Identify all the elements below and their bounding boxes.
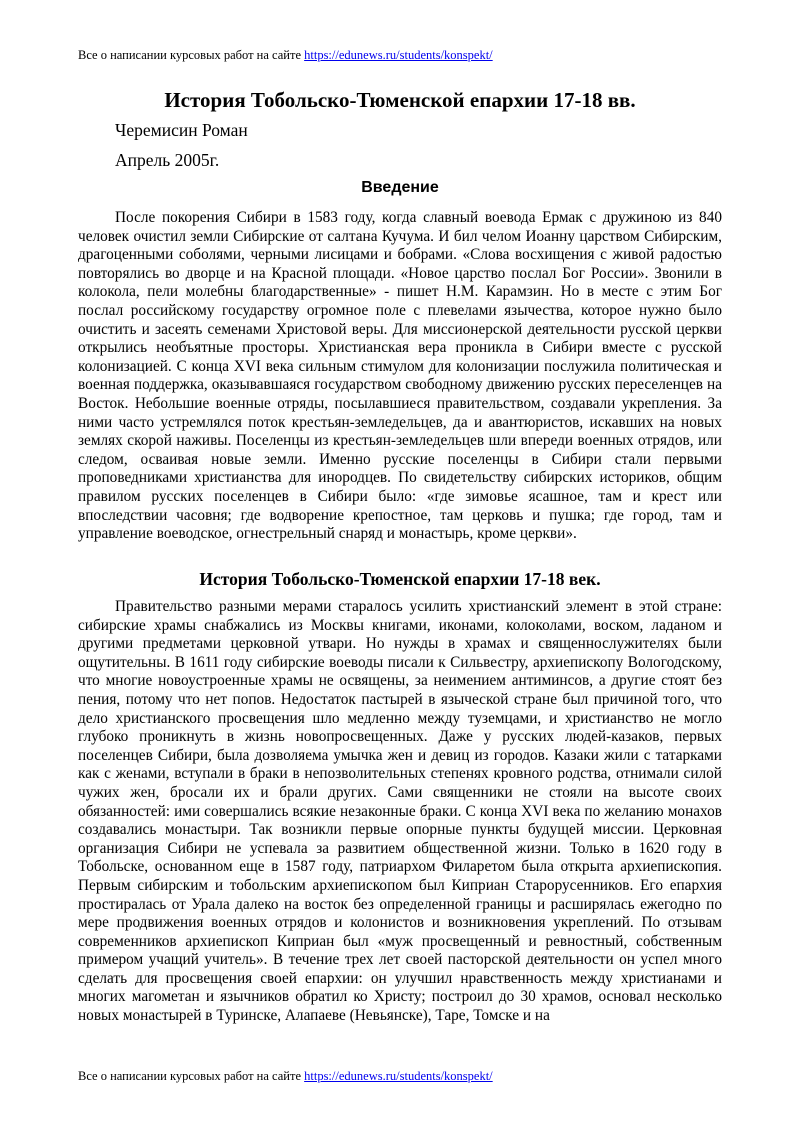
- document-date: Апрель 2005г.: [115, 150, 220, 170]
- footer-text: Все о написании курсовых работ на сайте: [78, 1069, 305, 1083]
- section-heading-introduction: Введение: [361, 179, 439, 196]
- paragraph-introduction: После покорения Сибири в 1583 году, когда славный воевода Ермак с дружиною из 840 человек очистил земли Сибирские от салтана Кучума. И бил челом Иоанну царством Сибирским, драгоценными соболями, черными лисицами и бобрами. «Слова восхищения с живой радостью повторялись во дворце и на Красной площади. «Новое царство послал Бог России». Звонили в колокола, пели молебны благодарственные» - пишет Н.М. Карамзин. Но в месте с этим Бог послал российскому государству огромное поле с плевелами язычества, которое нужно было очистить и засеять семенами Христовой веры. Для миссионерской деятельности русской церкви открылись необъятные просторы. Христианская вера проникла в Сибири вместе с русской колонизацией. С конца XVI века сильным стимулом для колонизации послужила политическая и военная поддержка, оказывавшаяся государством свободному движению русских переселенцев на Восток. Небольшие военные отряды, посылавшиеся правительством, создавали укрепления. За ними часто устремлялся поток крестьян-земледельцев, да и авантюристов, искавших на новых землях скорой наживы. Поселенцы из крестьян-земледельцев шли впереди военных отрядов, или следом, осваивая новые земли. Именно русские поселенцы в Сибири стали первыми проповедниками христианства для инородцев. По свидетельству сибирских историков, общим правилом русских поселенцев в Сибири было: «где зимовье ясашное, там и крест или впоследствии часовня; где водворение крепостное, там церковь и пушка; где город, там и управление воеводское, огнестрельный снаряд и монастырь, кроме церкви».: [78, 209, 722, 543]
- header-text: Все о написании курсовых работ на сайте: [78, 48, 305, 62]
- page-footer: [78, 1068, 493, 1084]
- header-link[interactable]: https://edunews.ru/students/konspekt/: [304, 48, 493, 62]
- author-name: Черемисин Роман: [115, 120, 248, 140]
- footer-link[interactable]: https://edunews.ru/students/konspekt/: [304, 1069, 493, 1083]
- section-heading-history: История Тобольско-Тюменской епархии 17-18 век.: [199, 569, 601, 589]
- paragraph-history: Правительство разными мерами старалось усилить христианский элемент в этой стране: сибирские храмы снабжались из Москвы книгами, иконами, колоколами, воском, ладаном и другими предметами церковной утвари. Но нужды в храмах и священнослужителях были ощутительны. В 1611 году сибирские воеводы писали к Сильвестру, архиепископу Вологодскому, что многие новоустроенные храмы не освящены, за неимением антиминсов, а другие стоят без пения, потому что нет попов. Недостаток пастырей в языческой стране был причиной того, что дело христианского просвещения шло медленно между туземцами, и христианство не могло глубоко проникнуть в жизнь новопросвещенных. Даже у русских людей-казаков, первых поселенцев Сибири, была дозволяема умычка жен и девиц из городов. Казаки жили с татарками как с женами, вступали в браки в непозволительных степенях кровного родства, отнимали силой чужих жен, бросали их и брали других. Сами священники не стояли на высоте своих обязанностей: ими совершались всякие незаконные браки. С конца XVI века по желанию монахов создавались монастыри. Так возникли первые опорные пункты будущей миссии. Церковная организация Сибири не успевала за развитием общественной жизни. Только в 1620 году в Тобольске, основанном еще в 1587 году, патриархом Филаретом была открыта архиепископия. Первым сибирским и тобольским архиепископом был Киприан Старорусенников. Его епархия простиралась от Урала далеко на восток без определенной границы и расширялась ежегодно по мере продвижения военных отрядов и колонистов и возникновения укреплений. По отзывам современников архиепископ Киприан был «муж просвещенный и ревностный, собственным примером учащий учитель». В течение трех лет своей пасторской деятельности он успел много сделать для просвещения своей епархии: он улучшил нравственность между христианами и многих магометан и язычников обратил ко Христу; построил до 30 храмов, основал несколько новых монастырей в Туринске, Алапаеве (Невьянске), Таре, Томске и на: [78, 598, 722, 1025]
- page-header: [78, 47, 493, 63]
- document-title: История Тобольско-Тюменской епархии 17-18 вв.: [164, 88, 636, 112]
